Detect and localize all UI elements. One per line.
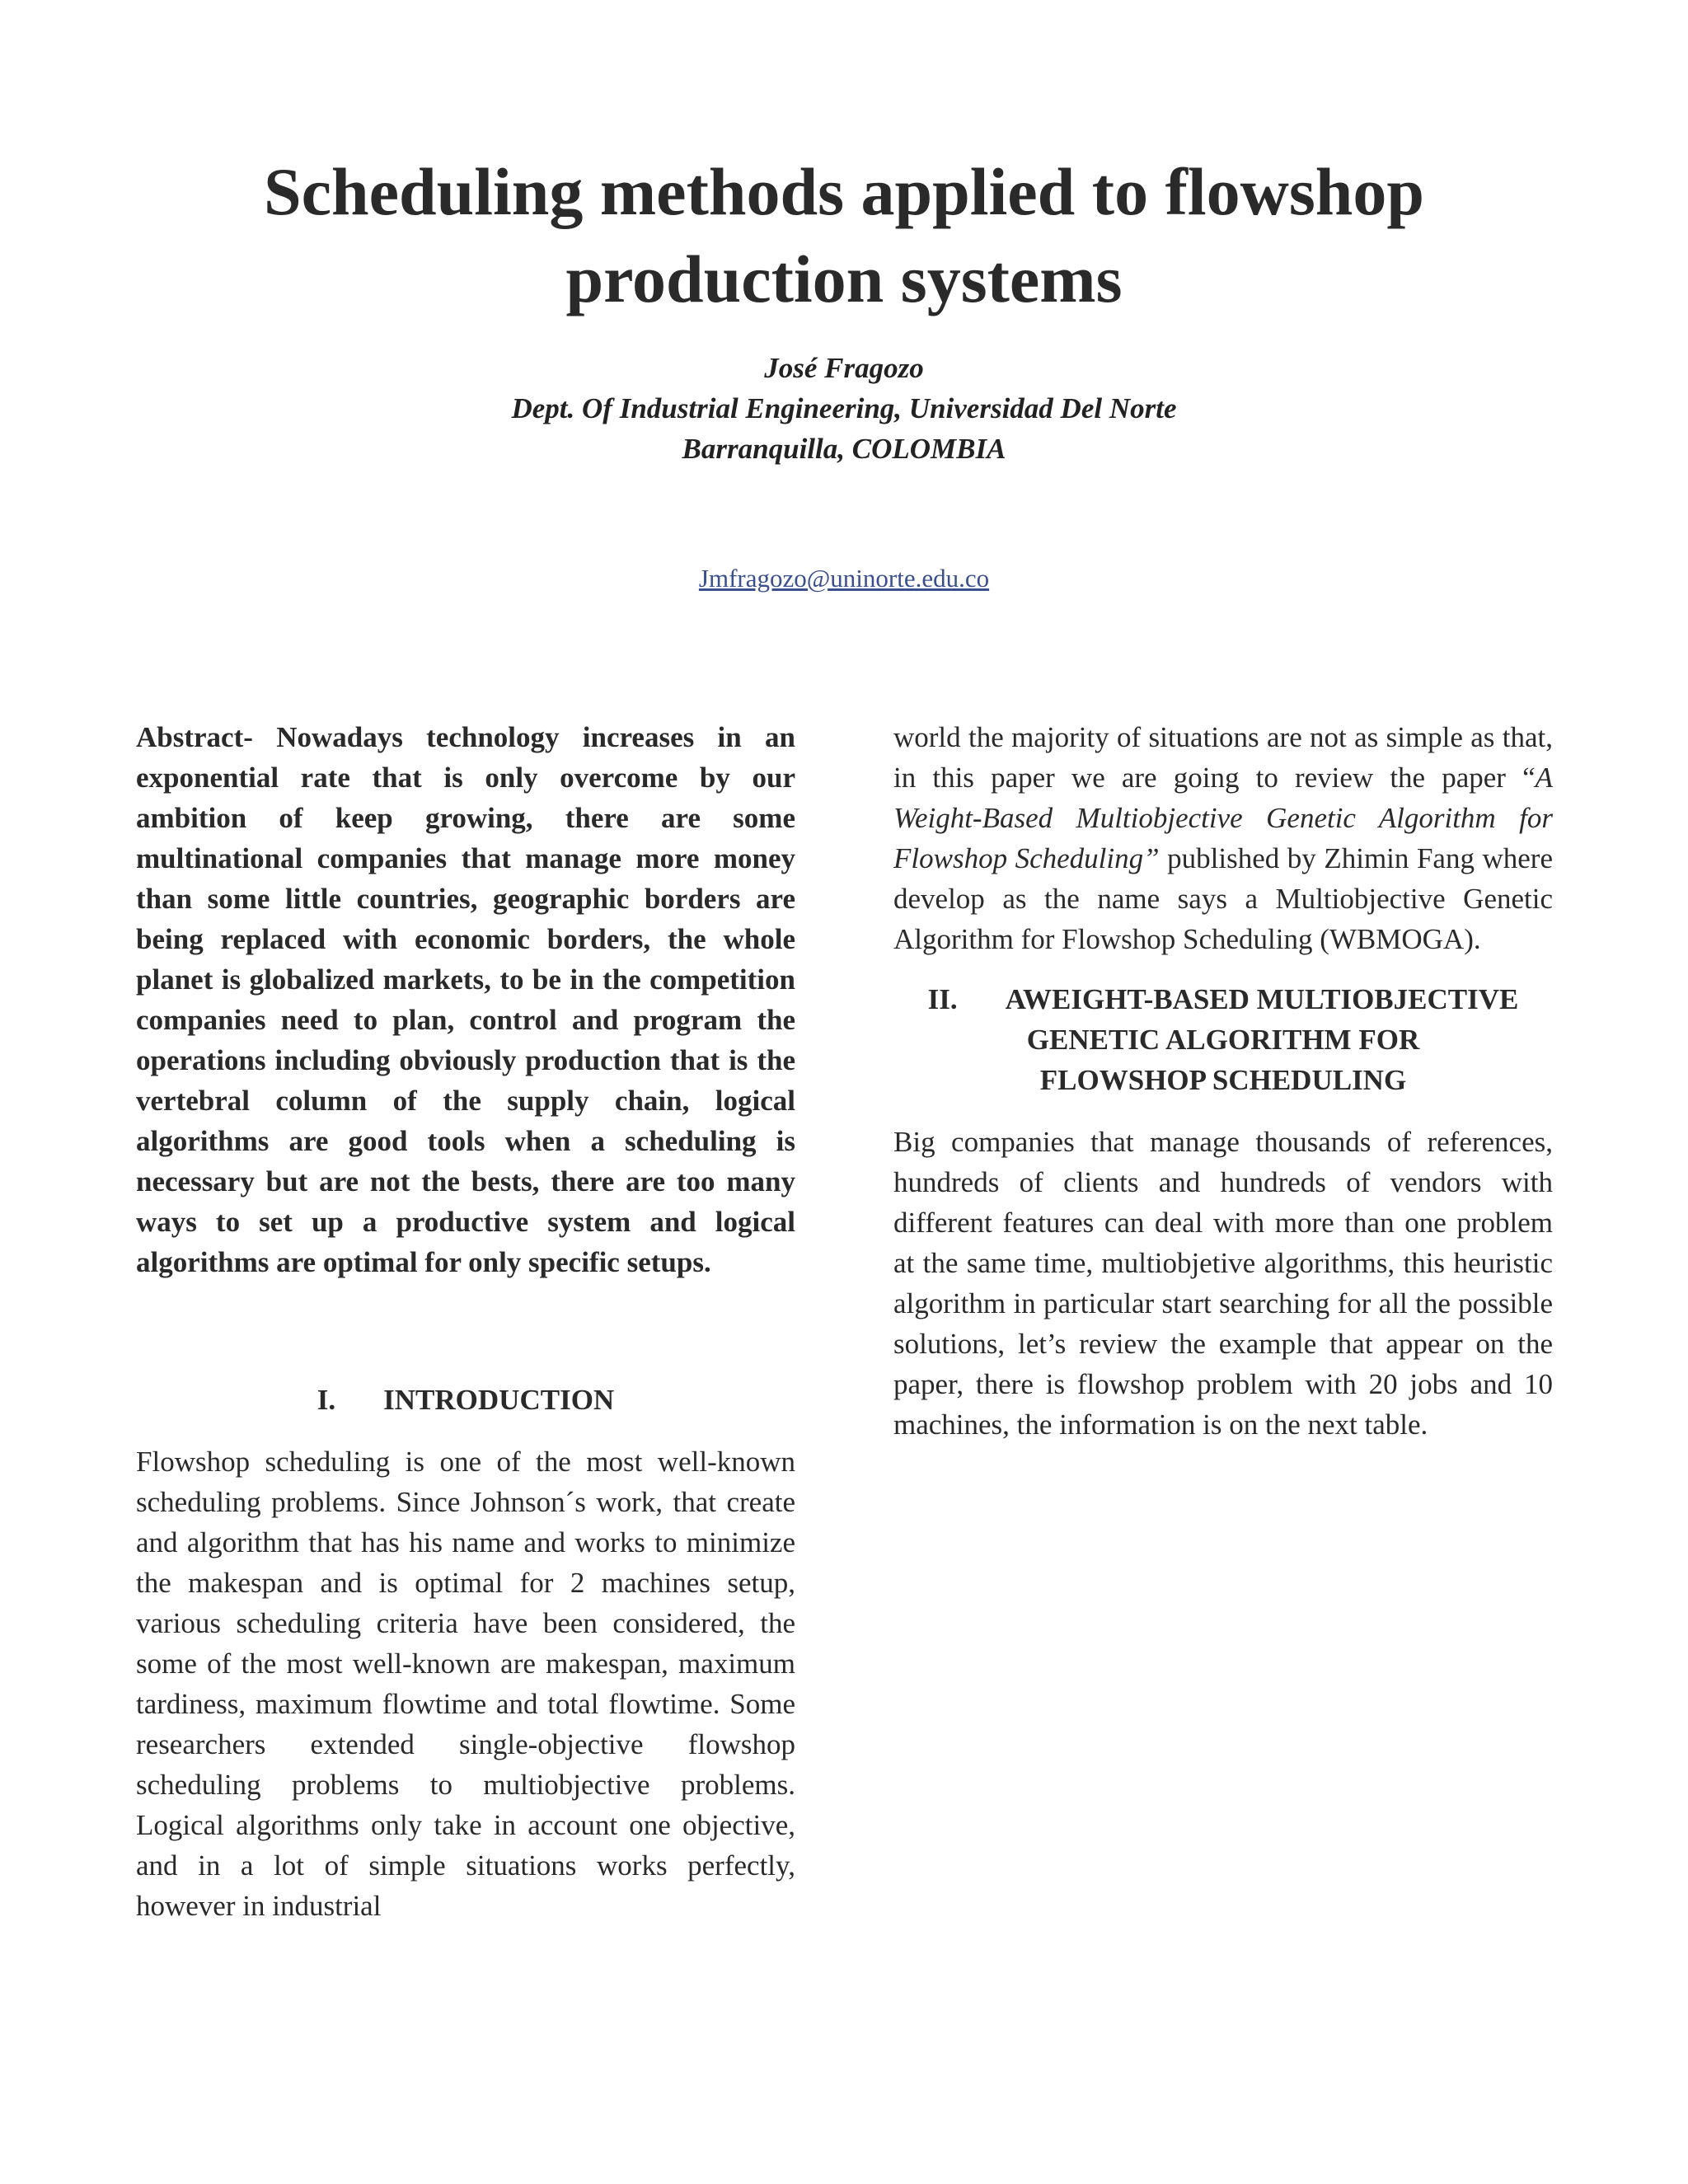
section-heading-introduction bbox=[136, 1380, 795, 1420]
introduction-paragraph: Flowshop scheduling is one of the most well-known scheduling problems. Since Johnson´s work, that create and algorithm that has his name and works to minimize the makespan and is optimal for 2 machines setup, various scheduling criteria have been considered, the some of the most well-known are makespan, maximum tardiness, maximum flowtime and total flowtime. Some researchers extended single-objective flowshop scheduling problems to multiobjective problems. Logical algorithms only take in account one objective, and in a lot of simple situations works perfectly, however in industrial bbox=[136, 1446, 795, 1922]
abstract-text: Abstract- Nowadays technology increases in an exponential rate that is only overcome by our ambition of keep growing, there are some multinational companies that manage more money than some little countries, geographic borders are being replaced with economic borders, the whole planet is globalized markets, to be in the competition companies need to plan, control and program the operations including obviously production that is the vertebral column of the supply chain, logical algorithms are good tools when a scheduling is necessary but are not the bests, there are too many ways to set up a productive system and logical algorithms are optimal for only specific setups. bbox=[136, 721, 795, 1278]
section2-paragraph: Big companies that manage thousands of references, hundreds of clients and hundreds of vendors with different features can deal with more than one problem at the same time, multiobjetive algorithms, this heuristic algorithm in particular start searching for all the possible solutions, let’s review the example that appear on the paper, there is flowshop problem with 20 jobs and 10 machines, the information is on the next table. bbox=[893, 1126, 1553, 1441]
continuation-text-before: world the majority of situations are not as simple as that, in this paper we are going to review the paper “ bbox=[893, 721, 1553, 794]
paper-title bbox=[165, 148, 1523, 323]
introduction-continuation bbox=[893, 717, 1553, 959]
section-title: INTRODUCTION bbox=[383, 1384, 615, 1416]
section2-title-line-3: FLOWSHOP SCHEDULING bbox=[1039, 1064, 1407, 1096]
author-location: Barranquilla, COLOMBIA bbox=[682, 433, 1006, 465]
title-line-2: production systems bbox=[565, 241, 1123, 316]
author-affiliation: Dept. Of Industrial Engineering, Universidad Del Norte bbox=[511, 392, 1177, 424]
continuation-text-after: published by Zhimin Fang where develop as the name says a Multiobjective Genetic Algorithm for Flowshop Scheduling (WBMOGA). bbox=[893, 842, 1553, 955]
author-name: José Fragozo bbox=[764, 352, 924, 384]
section2-title-line-2: GENETIC ALGORITHM FOR bbox=[1026, 1024, 1420, 1056]
section-number: II. bbox=[927, 983, 958, 1015]
section-number: I. bbox=[316, 1384, 336, 1416]
section2-title-line-1: AWEIGHT-BASED MULTIOBJECTIVE bbox=[1005, 983, 1519, 1015]
author-block bbox=[247, 348, 1441, 469]
left-column bbox=[136, 717, 795, 1926]
section2-heading-line-1 bbox=[893, 979, 1553, 1019]
right-column bbox=[893, 717, 1553, 1445]
cited-paper-title: A Weight-Based Multiobjective Genetic Algorithm for Flowshop Scheduling” bbox=[893, 762, 1553, 874]
title-line-1: Scheduling methods applied to flowshop bbox=[263, 154, 1424, 229]
author-email-link[interactable]: Jmfragozo@uninorte.edu.co bbox=[698, 564, 990, 593]
section-heading-wbmoga bbox=[893, 979, 1553, 1100]
